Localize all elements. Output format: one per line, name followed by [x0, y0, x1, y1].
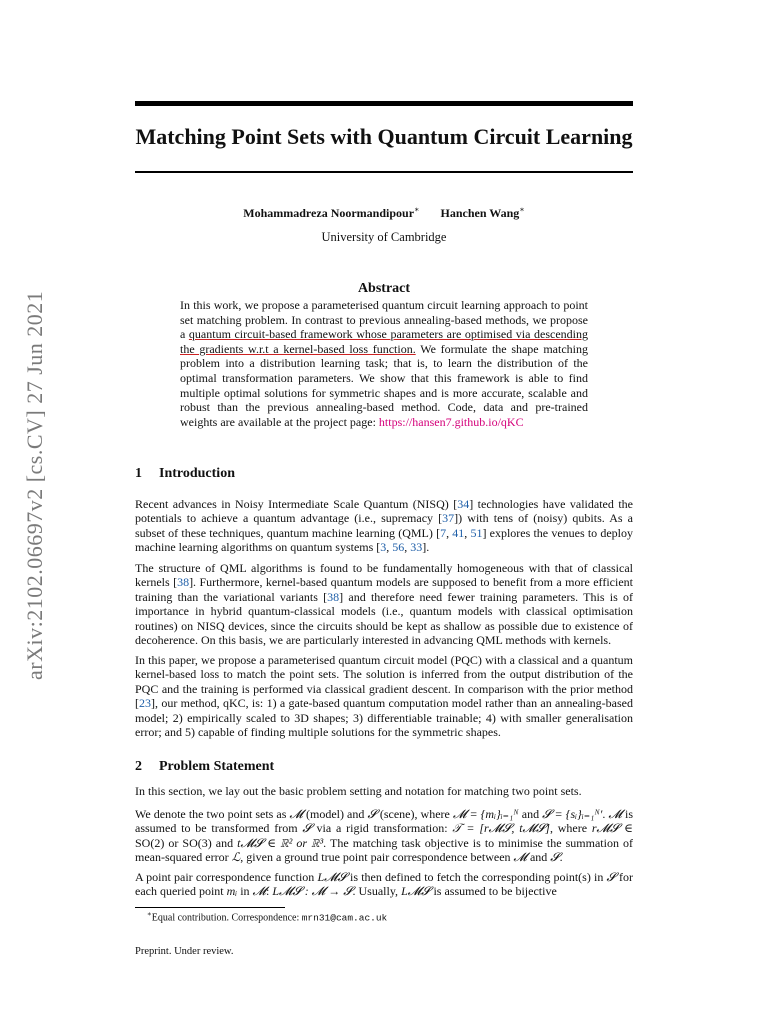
- section-heading: [135, 759, 633, 775]
- text-run: ] explores the venues to deploy machine learning algorithms on quantum systems [: [135, 525, 634, 555]
- abstract-text-part: We formulate the shape matching problem into a distribution learning task; that is, to learn the distribution of the optimal transformation parameters. We show that this framework is able to find multiple optimal solutions for symmetric shapes and is more accurate, scalable and robust than the previous annealing-based method. Code, data and pre-trained weights are available at the project page:: [180, 341, 588, 429]
- text-run: ].: [422, 540, 430, 555]
- text-run: In this paper, we propose a parameterised quantum circuit model (PQC) with a classical and a quantum kernel-based loss to match the point sets. The solution is inferred from the output distribution of the PQC and the training is performed via classical gradient descent. In comparison with the prior method [: [135, 653, 633, 711]
- text-run: (model) and: [302, 807, 368, 821]
- math-expression: 𝓜: [289, 807, 303, 821]
- text-run: The structure of QML algorithms is found to be fundamentally homogeneous with that of classical kernels [: [135, 561, 633, 590]
- math-expression: 𝓢: [302, 821, 312, 836]
- text-run: A point pair correspondence function: [135, 870, 318, 884]
- text-run: ], our method, qKC, is: 1) a gate-based quantum computation model rather than an annealing-based model; 2) empirically scaled to 3D shapes; 3) differentiable trainable; 4) with smaller generalisation error; and 5) capable of finding multiple solutions for the symmetric shapes.: [135, 696, 633, 740]
- paragraph: In this section, we lay out the basic problem setting and notation for matching two point sets.: [135, 784, 582, 798]
- abstract-text: [180, 298, 588, 429]
- section-number: 2: [135, 759, 142, 774]
- section-heading: [135, 466, 633, 482]
- author-list: [135, 205, 633, 221]
- abstract-highlight: quantum circuit-based framework whose parameters are optimised via descending the gradients w.r.t a kernel-based loss function.: [180, 327, 588, 356]
- abstract-text-part: In this work, we propose a parameterised quantum circuit learning approach to point set matching problem. In contrast to previous annealing-based methods, we propose a: [180, 298, 588, 342]
- paragraph: [135, 807, 633, 865]
- text-run: , given a ground true point pair correspondence between: [240, 850, 514, 865]
- citation-link[interactable]: 38: [177, 575, 190, 590]
- text-run: ,: [446, 525, 453, 540]
- footnote-mark: ∗: [147, 910, 152, 918]
- paragraph: [135, 870, 633, 899]
- math-expression: 𝓢: [550, 850, 560, 865]
- text-run: . Usually,: [352, 884, 402, 899]
- citation-link[interactable]: 37: [442, 511, 455, 526]
- math-expression: 𝓢 = {sᵢ}ᵢ₌₁ᴺ′: [542, 807, 603, 821]
- text-run: is then defined to fetch the corresponding point(s) in: [346, 870, 607, 884]
- citation-link[interactable]: 41: [452, 525, 465, 540]
- text-run: ] and therefore need fewer training parameters. This is of importance in hybrid quantum-classical models (i.e., quantum models with classical optimisation routines) on NISQ devices, since the circuits should be kept as shallow as possible due to existence of decoherence. On this basis, we are particularly interested in advancing QML methods with kernels.: [135, 589, 633, 648]
- citation-link[interactable]: 3: [380, 540, 387, 555]
- author: [243, 206, 419, 220]
- title-bottom-rule: [135, 171, 633, 173]
- paragraph: [135, 497, 633, 555]
- text-run: We denote the two point sets as: [135, 807, 290, 821]
- footnote-rule: [135, 907, 285, 908]
- math-expression: 𝓢: [367, 807, 377, 821]
- paragraph: [135, 653, 633, 739]
- author-mark: ∗: [519, 205, 525, 214]
- text-run: . The matching task objective is to minimise the summation of mean-squared error: [135, 835, 633, 865]
- title-top-rule: [135, 101, 633, 106]
- text-run: and: [518, 807, 543, 821]
- citation-link[interactable]: 23: [139, 696, 151, 711]
- text-run: is assumed to be transformed from: [135, 807, 633, 836]
- text-run: ,: [386, 540, 393, 555]
- math-expression: t𝓜𝓢 ∈ ℝ² or ℝ³: [237, 835, 324, 850]
- citation-link[interactable]: 38: [327, 589, 340, 604]
- author-name: Hanchen Wang: [440, 206, 520, 220]
- math-expression: mᵢ: [226, 884, 238, 899]
- math-expression: 𝓜: [252, 884, 267, 899]
- math-expression: L𝓜𝓢 : 𝓜 → 𝓢: [272, 884, 353, 899]
- abstract-heading: Abstract: [357, 281, 411, 296]
- text-run: for each queried point: [135, 870, 633, 899]
- footnote: [147, 910, 387, 923]
- affiliation: University of Cambridge: [321, 230, 447, 244]
- math-expression: r𝓜𝓢 ∈: [591, 821, 633, 836]
- arxiv-identifier: arXiv:2102.06697v2 [cs.CV] 27 Jun 2021: [22, 290, 47, 680]
- preprint-notice: Preprint. Under review.: [135, 946, 234, 957]
- math-expression: 𝓢: [606, 870, 616, 884]
- project-page-link[interactable]: https://hansen7.github.io/qKC: [378, 414, 524, 429]
- author-mark: ∗: [414, 205, 420, 214]
- author-name: Mohammadreza Noormandipour: [243, 206, 415, 220]
- citation-link[interactable]: 51: [470, 525, 483, 540]
- section-title: Introduction: [159, 466, 235, 481]
- author: [440, 206, 524, 220]
- citation-link[interactable]: 33: [410, 540, 423, 555]
- paper-title: Matching Point Sets with Quantum Circuit Learning: [135, 124, 633, 149]
- text-run: , where: [549, 821, 592, 836]
- math-expression: 𝓜: [513, 850, 527, 865]
- text-run: ,: [464, 525, 471, 540]
- text-run: ,: [404, 540, 411, 555]
- text-run: ]) with tens of (noisy) qubits. As a subset of these techniques, quantum machine learning (QML) [: [135, 511, 633, 540]
- text-run: via a rigid transformation:: [311, 821, 453, 836]
- footnote-text: Equal contribution. Correspondence:: [151, 912, 302, 924]
- text-run: is assumed to be bijective: [430, 884, 557, 899]
- text-run: in: [237, 884, 253, 899]
- math-expression: 𝒯 = [r𝓜𝓢, t𝓜𝓢]: [452, 821, 550, 836]
- math-expression: L𝓜𝓢: [401, 884, 431, 899]
- text-run: :: [266, 884, 273, 899]
- text-run: .: [602, 807, 609, 821]
- citation-link[interactable]: 7: [440, 525, 447, 540]
- text-run: Recent advances in Noisy Intermediate Scale Quantum (NISQ) [: [135, 497, 458, 511]
- math-expression: 𝓜 = {mᵢ}ᵢ₌₁ᴺ: [452, 807, 519, 821]
- section-title: Problem Statement: [159, 759, 275, 774]
- email-link[interactable]: mrn31@cam.ac.uk: [301, 912, 388, 924]
- text-run: ] technologies have validated the potentials to achieve a quantum advantage (i.e., supremacy [: [135, 497, 633, 526]
- citation-link[interactable]: 56: [392, 540, 405, 555]
- text-run: .: [559, 850, 563, 865]
- text-run: ]. Furthermore, kernel-based quantum models are supposed to benefit from a more efficient training than the variational variants [: [135, 575, 633, 604]
- math-expression: 𝓜: [608, 807, 622, 821]
- paragraph: [135, 561, 633, 647]
- text-run: (scene), where: [376, 807, 453, 821]
- section-number: 1: [135, 466, 142, 481]
- citation-link[interactable]: 34: [457, 497, 470, 511]
- text-run: and: [526, 850, 551, 865]
- math-expression: ℒ: [231, 850, 241, 865]
- text-run: SO(2) or SO(3) and: [135, 835, 238, 850]
- math-expression: L𝓜𝓢: [317, 870, 347, 884]
